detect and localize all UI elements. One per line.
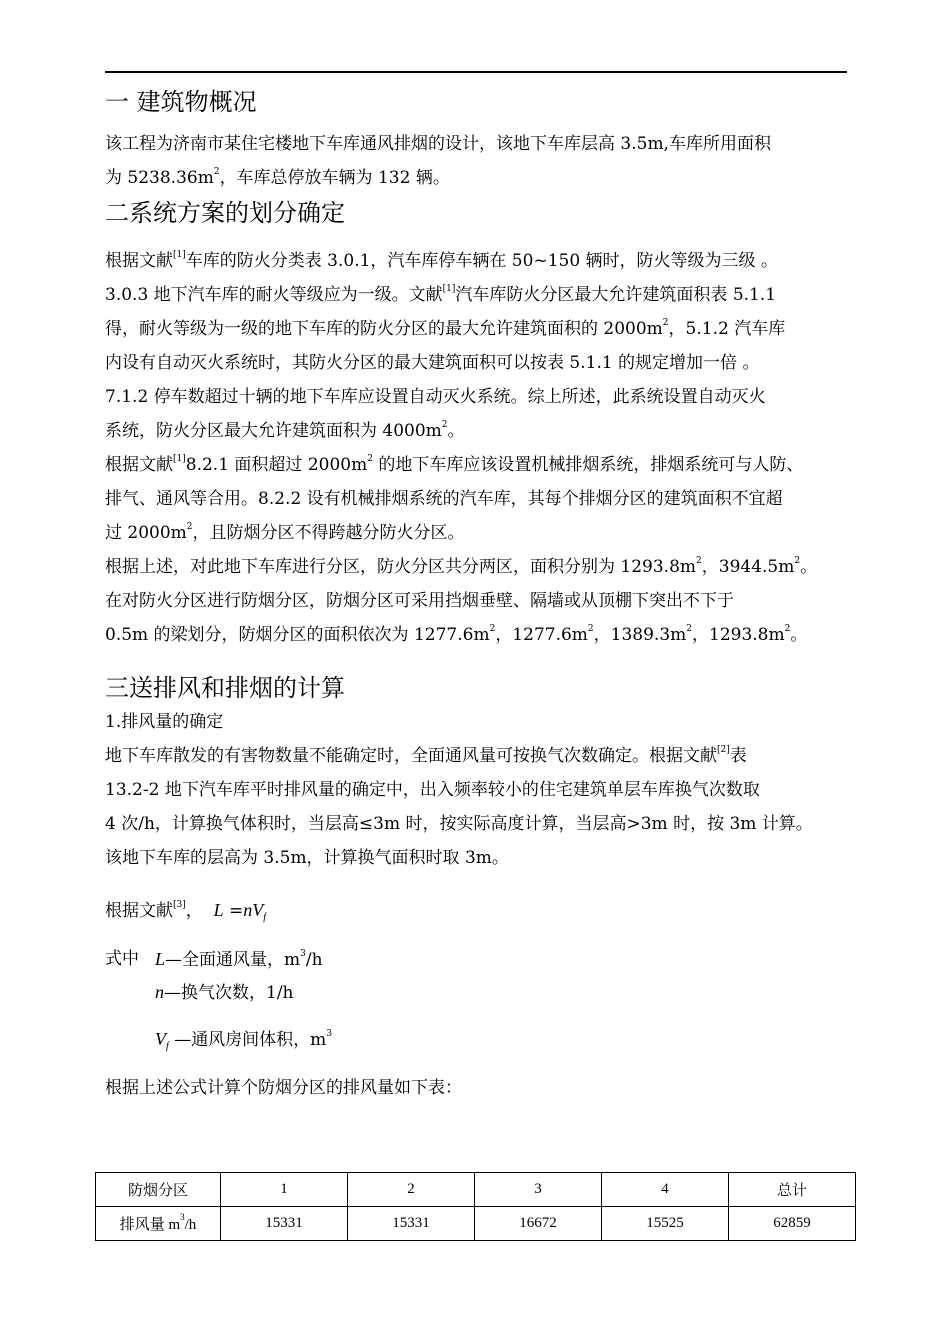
table-cell: 16672: [475, 1207, 602, 1241]
where-n: n—换气次数，1/h: [155, 982, 294, 1003]
table-cell: 排风量 $m^3/h$: [96, 1207, 221, 1241]
table-row: [96, 1207, 856, 1241]
table-cell: 1: [221, 1173, 348, 1207]
paragraph-building-overview: [105, 127, 850, 195]
text-line: 地下车库散发的有害物数量不能确定时，全面通风量可按换气次数确定。根据文献[2]表: [105, 745, 747, 766]
text-line: 得，耐火等级为一级的地下车库的防火分区的最大允许建筑面积的 $2000m^2$，5.1.2 汽车库: [105, 318, 786, 339]
text-line: 该地下车库的层高为 3.5m，计算换气面积时取 3m。: [105, 848, 509, 868]
subheading-exhaust-volume: 1.排风量的确定: [105, 712, 224, 732]
text-line: 根据文献[1]车库的防火分类表 3.0.1，汽车库停车辆在 50~150 辆时，防火等级为三级 。: [105, 250, 778, 271]
table-cell: 62859: [729, 1207, 856, 1241]
paragraph-fire-zones: [105, 244, 850, 652]
where-V: $V_f$ —通风房间体积，$m^3$: [155, 1029, 333, 1052]
header-rule: [105, 71, 847, 73]
text-line: 排气、通风等合用。8.2.2 设有机械排烟系统的汽车库，其每个排烟分区的建筑面积不宜超: [105, 489, 783, 509]
formula-line: 根据文献[3]， $L =nV_f$: [105, 900, 267, 923]
text-line: 内设有自动灭火系统时，其防火分区的最大建筑面积可以按表 5.1.1 的规定增加一倍 。: [105, 353, 760, 373]
text-line: 根据文献[1]8.2.1 面积超过 $2000m^2$ 的地下车库应该设置机械排烟系统，排烟系统可与人防、: [105, 454, 804, 475]
paragraph-exhaust-calc: [105, 705, 850, 875]
table-cell: 15331: [348, 1207, 475, 1241]
table-cell: 15525: [602, 1207, 729, 1241]
text-line: 根据上述，对此地下车库进行分区，防火分区共分两区，面积分别为 $1293.8m^2$，$3944.5m^2$。: [105, 556, 818, 577]
table-intro: 根据上述公式计算个防烟分区的排风量如下表：: [105, 1078, 462, 1098]
table-cell: 防烟分区: [96, 1173, 221, 1207]
text-line: 过 $2000m^2$，且防烟分区不得跨越分防火分区。: [105, 522, 465, 543]
text-line: 该工程为济南市某住宅楼地下车库通风排烟的设计，该地下车库层高 3.5m,车库所用面积: [105, 134, 771, 154]
table-cell: 2: [348, 1173, 475, 1207]
text-line: 为 $5238.36m^2$，车库总停放车辆为 132 辆。: [105, 167, 450, 188]
text-line: 在对防火分区进行防烟分区，防烟分区可采用挡烟垂壁、隔墙或从顶棚下突出不下于: [105, 591, 734, 611]
text-line: 0.5m 的梁划分，防烟分区的面积依次为 $1277.6m^2$，$1277.6m^2$，$1389.3m^2$，$1293.8m^2$。: [105, 624, 808, 645]
table-cell: 3: [475, 1173, 602, 1207]
text-line: 7.1.2 停车数超过十辆的地下车库应设置自动灭火系统。综上所述，此系统设置自动灭火: [105, 387, 766, 407]
text-line: 系统，防火分区最大允许建筑面积为 $4000m^2$。: [105, 420, 465, 441]
exhaust-volume-table: [95, 1172, 856, 1241]
heading-section-1: 一 建筑物概况: [105, 88, 257, 116]
text-line: 13.2-2 地下汽车库平时排风量的确定中，出入频率较小的住宅建筑单层车库换气次数取: [105, 780, 760, 800]
heading-section-3: 三送排风和排烟的计算: [105, 674, 345, 702]
table-cell: 4: [602, 1173, 729, 1207]
where-label: 式中: [105, 949, 139, 969]
table-header-row: [96, 1173, 856, 1207]
table-cell: 总计: [729, 1173, 856, 1207]
heading-section-2: 二系统方案的划分确定: [105, 199, 345, 227]
table-cell: 15331: [221, 1207, 348, 1241]
text-line: 3.0.3 地下汽车库的耐火等级应为一级。文献[1]汽车库防火分区最大允许建筑面积表 5.1.1: [105, 284, 777, 305]
where-L: L—全面通风量，$m^3/h$: [155, 949, 323, 970]
text-line: 4 次/h，计算换气体积时，当层高≤3m 时，按实际高度计算，当层高>3m 时，按 3m 计算。: [105, 814, 813, 834]
